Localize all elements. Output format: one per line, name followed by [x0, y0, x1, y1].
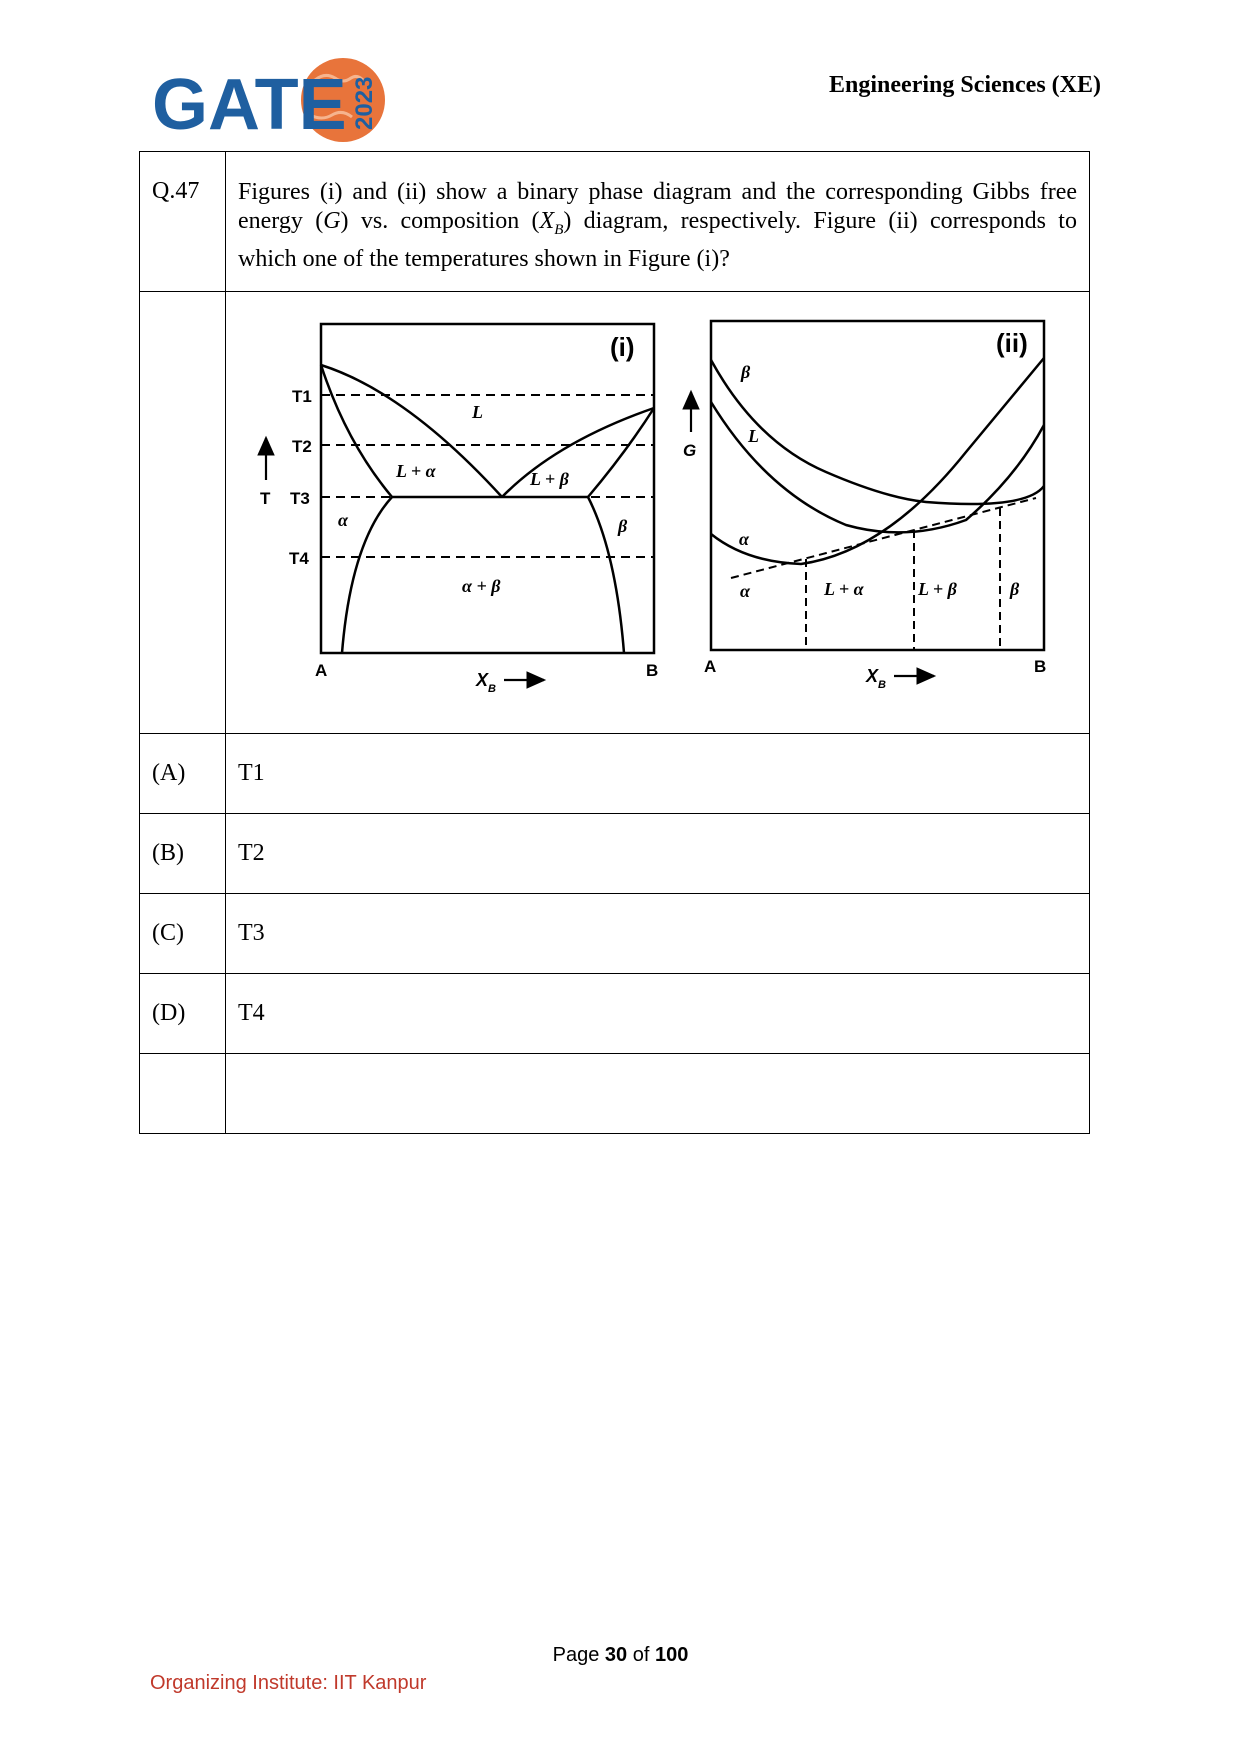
fig-i-frame	[321, 324, 654, 653]
phase-diagrams	[226, 292, 1090, 734]
region-beta: β	[618, 516, 628, 536]
fig-ii-region-beta: β	[1010, 579, 1020, 599]
fig-i-x-right: B	[646, 661, 659, 680]
logo-year: 2023	[351, 76, 378, 130]
organizer-text: Organizing Institute: IIT Kanpur	[150, 1672, 427, 1694]
empty-cell-right	[226, 1054, 1090, 1134]
option-text-d: T4	[226, 974, 1090, 1054]
g-curve-alpha	[711, 358, 1044, 564]
fig-ii-x-right: B	[1034, 657, 1047, 676]
g-curve-beta	[711, 360, 1044, 504]
page-number: Page 30 of 100	[552, 1644, 689, 1666]
fig-ii-region-alpha: α	[740, 581, 750, 601]
curve-label-alpha: α	[739, 529, 749, 549]
region-l-alpha: L + α	[396, 461, 436, 481]
fig-i-x-left: A	[315, 661, 328, 680]
t-axis-label: T	[260, 489, 271, 508]
option-text-a: T1	[226, 734, 1090, 814]
figure-number-cell	[140, 292, 226, 734]
option-row-d[interactable]	[140, 974, 1090, 1054]
fig-ii-frame	[711, 321, 1044, 650]
figure-i	[260, 324, 658, 695]
region-l: L	[472, 402, 483, 422]
fig-i-x-sub: B	[488, 683, 496, 695]
g-axis-label: G	[683, 441, 697, 460]
gate-2023-logo	[150, 55, 385, 145]
option-key-a: (A)	[140, 734, 226, 814]
fig-ii-region-l-beta: L + β	[918, 579, 957, 599]
solidus-left	[321, 365, 392, 497]
temp-label-t4: T4	[289, 549, 309, 568]
curve-label-l: L	[748, 426, 759, 446]
region-alpha-beta: α + β	[462, 576, 501, 596]
figure-cell	[226, 292, 1090, 734]
temp-label-t3: T3	[290, 489, 310, 508]
liquidus-right	[502, 408, 654, 497]
common-tangent	[731, 498, 1036, 578]
fig-ii-x-left: A	[704, 657, 717, 676]
figure-ii	[683, 321, 1046, 691]
solvus-left	[342, 497, 392, 653]
option-text-b: T2	[226, 814, 1090, 894]
g-curve-liquid	[711, 402, 1044, 532]
option-row-b[interactable]	[140, 814, 1090, 894]
option-key-b: (B)	[140, 814, 226, 894]
region-alpha: α	[338, 510, 348, 530]
fig-ii-label: (ii)	[996, 328, 1028, 358]
region-l-beta: L + β	[530, 469, 569, 489]
logo-text: GATE	[152, 65, 347, 145]
fig-ii-x-sub: B	[878, 679, 886, 691]
curve-label-beta: β	[741, 362, 751, 382]
question-table	[139, 151, 1090, 1134]
question-stem: Figures (i) and (ii) show a binary phase diagram and the corresponding Gibbs free energy (G) vs. composition $(X_B)$ diagram, respectively. Figure (ii) corresponds to which one of the temperatures shown in Figure (i)?	[226, 152, 1090, 292]
option-key-d: (D)	[140, 974, 226, 1054]
option-row-c[interactable]	[140, 894, 1090, 974]
fig-i-label: (i)	[610, 332, 635, 362]
question-number: Q.47	[140, 152, 226, 292]
fig-i-x-label: X	[476, 670, 489, 690]
option-text-c: T3	[226, 894, 1090, 974]
fig-ii-x-label: X	[866, 666, 879, 686]
temp-label-t2: T2	[292, 437, 312, 456]
option-row-a[interactable]	[140, 734, 1090, 814]
option-key-c: (C)	[140, 894, 226, 974]
paper-title: Engineering Sciences (XE)	[829, 72, 1101, 98]
temp-label-t1: T1	[292, 387, 312, 406]
fig-ii-region-l-alpha: L + α	[824, 579, 864, 599]
empty-cell-left	[140, 1054, 226, 1134]
